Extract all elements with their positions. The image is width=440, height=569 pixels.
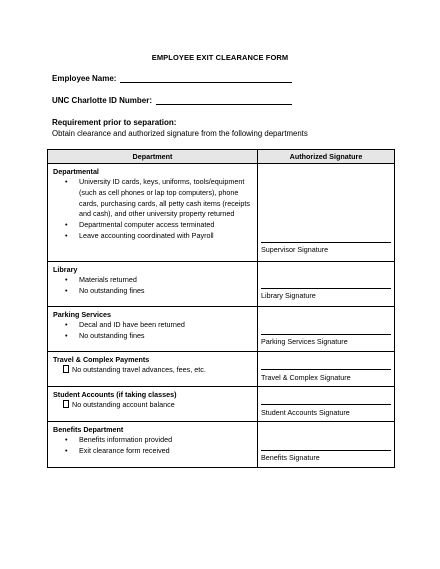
department-name: Departmental <box>53 167 99 176</box>
clearance-table <box>47 149 395 468</box>
signature-label: Travel & Complex Signature <box>261 373 351 382</box>
list-item: • Benefits information provided <box>79 435 253 446</box>
department-cell <box>48 422 258 468</box>
employee-name-label: Employee Name: <box>52 74 117 83</box>
table-header-row <box>48 150 395 164</box>
list-item: • University ID cards, keys, uniforms, tools/equipment (such as cell phones or lap top computers), phone cards, purchasing cards, all petty cash items (receipts and cash), and other university property returned <box>79 177 253 220</box>
requirement-title: Requirement prior to separation: <box>52 118 177 127</box>
signature-label: Library Signature <box>261 291 316 300</box>
signature-cell[interactable] <box>258 422 395 468</box>
unc-id-label: UNC Charlotte ID Number: <box>52 96 153 105</box>
signature-cell[interactable] <box>258 387 395 422</box>
checkbox[interactable] <box>63 365 69 373</box>
list-item: • Exit clearance form received <box>79 446 253 457</box>
department-name: Student Accounts (if taking classes) <box>53 390 177 399</box>
signature-label: Benefits Signature <box>261 453 320 462</box>
signature-line[interactable] <box>261 369 391 370</box>
signature-line[interactable] <box>261 450 391 451</box>
table-row <box>48 307 395 352</box>
unc-id-line[interactable] <box>156 95 292 105</box>
signature-line[interactable] <box>261 334 391 335</box>
checkbox-item: No outstanding account balance <box>53 400 253 411</box>
department-cell <box>48 352 258 387</box>
signature-cell[interactable] <box>258 262 395 307</box>
table-row <box>48 352 395 387</box>
department-cell <box>48 164 258 262</box>
table-row <box>48 262 395 307</box>
signature-line[interactable] <box>261 242 391 243</box>
department-header: Department <box>48 150 258 164</box>
employee-name-field[interactable] <box>52 73 292 83</box>
checkbox-item: No outstanding travel advances, fees, etc. <box>53 365 253 376</box>
list-item: • Leave accounting coordinated with Payroll <box>79 231 253 242</box>
list-item: • No outstanding fines <box>79 331 253 342</box>
list-item: • Departmental computer access terminated <box>79 220 253 231</box>
signature-cell[interactable] <box>258 164 395 262</box>
department-cell <box>48 262 258 307</box>
signature-label: Supervisor Signature <box>261 245 329 254</box>
signature-label: Student Accounts Signature <box>261 408 350 417</box>
department-name: Library <box>53 265 78 274</box>
department-name: Benefits Department <box>53 425 124 434</box>
signature-cell[interactable] <box>258 307 395 352</box>
table-row <box>48 387 395 422</box>
employee-name-line[interactable] <box>120 73 292 83</box>
form-title: EMPLOYEE EXIT CLEARANCE FORM <box>151 53 289 62</box>
requirement-text: Obtain clearance and authorized signature from the following departments <box>52 129 308 138</box>
checkbox[interactable] <box>63 400 69 408</box>
list-item: • Decal and ID have been returned <box>79 320 253 331</box>
unc-id-field[interactable] <box>52 95 292 105</box>
signature-line[interactable] <box>261 288 391 289</box>
table-row <box>48 164 395 262</box>
department-cell <box>48 307 258 352</box>
signature-header: Authorized Signature <box>258 150 395 164</box>
department-cell <box>48 387 258 422</box>
department-name: Parking Services <box>53 310 111 319</box>
signature-label: Parking Services Signature <box>261 337 348 346</box>
department-name: Travel & Complex Payments <box>53 355 150 364</box>
signature-line[interactable] <box>261 404 391 405</box>
signature-cell[interactable] <box>258 352 395 387</box>
list-item: • Materials returned <box>79 275 253 286</box>
table-row <box>48 422 395 468</box>
list-item: • No outstanding fines <box>79 286 253 297</box>
